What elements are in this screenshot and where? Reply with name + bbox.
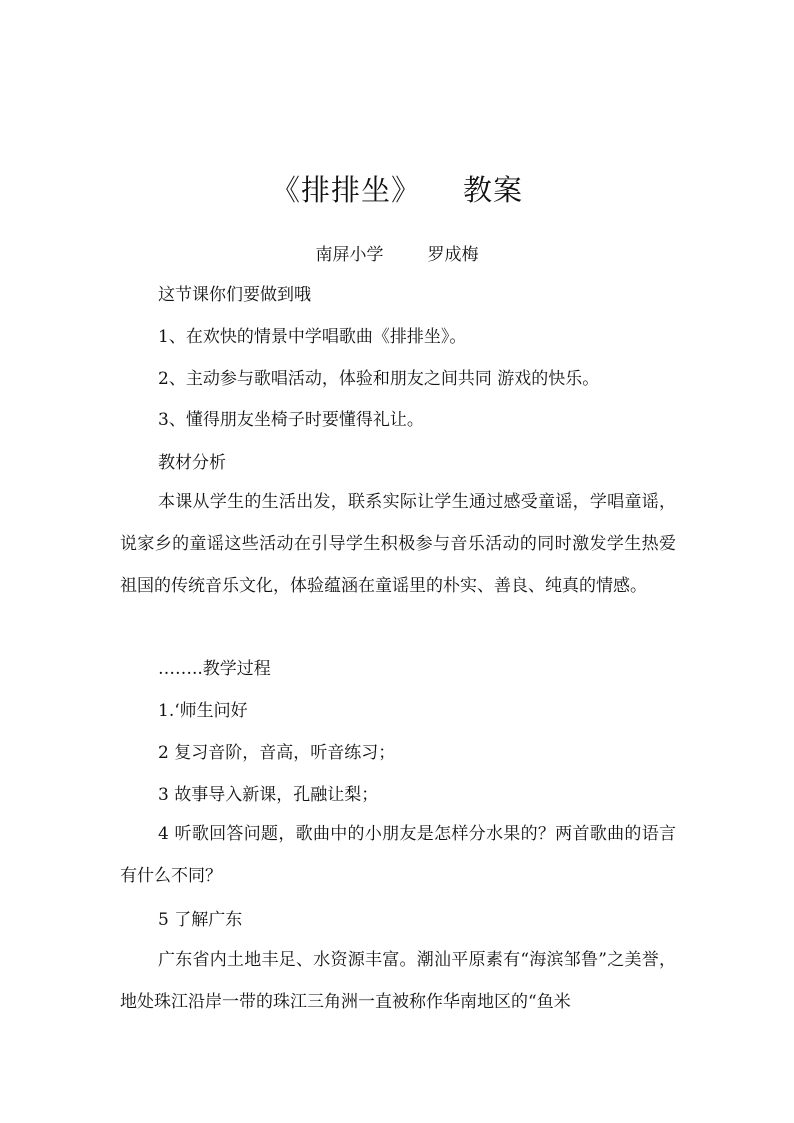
- title-main: 《排排坐》: [270, 173, 421, 207]
- document-title: [0, 168, 794, 209]
- goals-heading: 这节课你们要做到哦: [158, 285, 311, 305]
- step-3: 3 故事导入新课，孔融让梨；: [158, 785, 379, 805]
- process-heading: ……..教学过程: [158, 659, 271, 679]
- step-5: 5 了解广东: [158, 910, 243, 930]
- analysis-paragraph: 本课从学生的生活出发，联系实际让学生通过感受童谣，学唱童谣，说家乡的童谣这些活动在引导学生积极参与音乐活动的同时激发学生热爱祖国的传统音乐文化，体验蕴涵在童谣里的朴实、善良、纯真的情感。: [120, 492, 676, 596]
- title-suffix: 教案: [463, 173, 524, 207]
- step-2: 2 复习音阶，音高，听音练习；: [158, 743, 396, 763]
- step-1: 1.‘师生问好: [158, 701, 248, 721]
- school-name: 南屏小学: [315, 245, 384, 265]
- step-4-paragraph: 4 听歌回答问题，歌曲中的小朋友是怎样分水果的？两首歌曲的语言有什么不同？: [120, 824, 676, 886]
- author-line: [0, 240, 794, 265]
- goal-item-2: 2、主动参与歌唱活动，体验和朋友之间共同 游戏的快乐。: [158, 369, 600, 389]
- goal-item-3: 3、懂得朋友坐椅子时要懂得礼让。: [158, 410, 424, 430]
- analysis-heading: 教材分析: [158, 453, 226, 473]
- guangdong-paragraph: 广东省内土地丰足、水资源丰富。潮汕平原素有“海滨邹鲁”之美誉，地处珠江沿岸一带的珠江三角洲一直被称作华南地区的“鱼米: [120, 950, 676, 1012]
- goal-item-1: 1、在欢快的情景中学唱歌曲《排排坐》。: [158, 327, 467, 347]
- author-name: 罗成梅: [427, 245, 479, 265]
